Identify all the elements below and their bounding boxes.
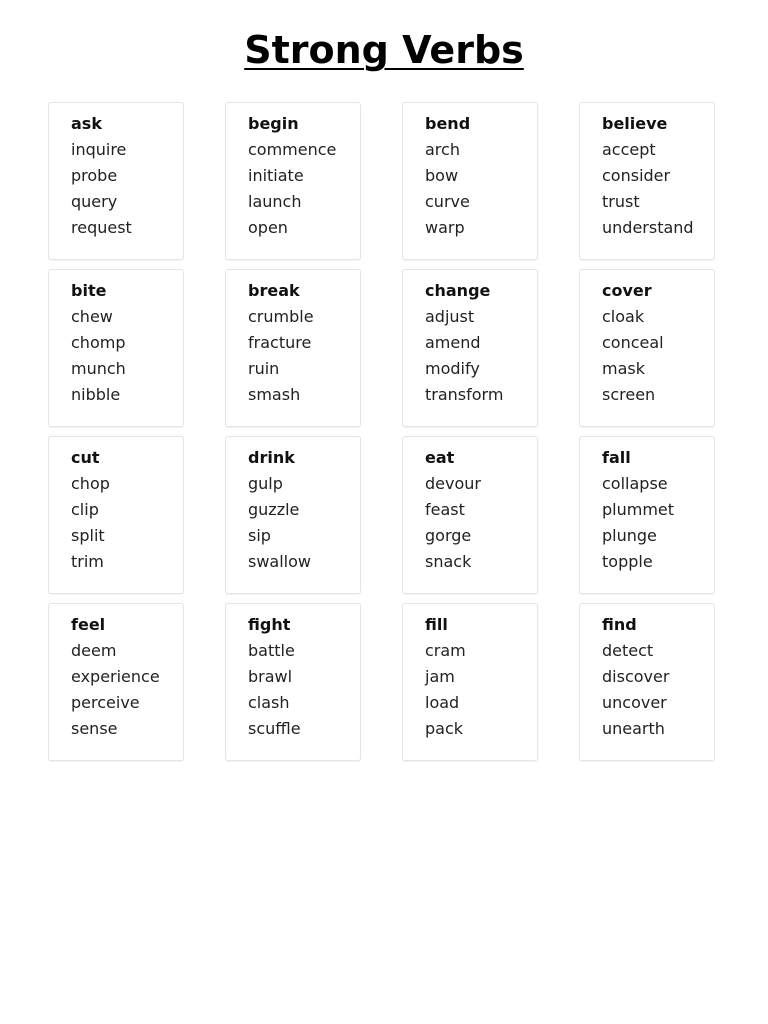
synonym: battle	[248, 641, 295, 660]
synonym: trim	[71, 552, 104, 571]
verb-card-drink	[225, 436, 361, 594]
synonym: uncover	[602, 693, 667, 712]
synonym: modify	[425, 359, 480, 378]
synonym: conceal	[602, 333, 664, 352]
synonym: launch	[248, 192, 302, 211]
verb-card-cover	[579, 269, 715, 427]
verb-heading: cut	[71, 448, 100, 467]
synonym: consider	[602, 166, 671, 185]
synonym: transform	[425, 385, 504, 404]
synonym: sense	[71, 719, 118, 738]
page-title	[0, 26, 768, 74]
verb-heading: believe	[602, 114, 668, 133]
synonym: crumble	[248, 307, 314, 326]
synonym: trust	[602, 192, 640, 211]
synonym: scuffle	[248, 719, 301, 738]
verb-heading: feel	[71, 615, 106, 634]
verb-heading: drink	[248, 448, 295, 467]
synonym: guzzle	[248, 500, 300, 519]
synonym: experience	[71, 667, 160, 686]
verb-card-grid	[48, 102, 716, 761]
synonym: clip	[71, 500, 99, 519]
verb-heading: change	[425, 281, 491, 300]
synonym: snack	[425, 552, 472, 571]
synonym: feast	[425, 500, 465, 519]
synonym: inquire	[71, 140, 127, 159]
synonym: nibble	[71, 385, 121, 404]
synonym: commence	[248, 140, 337, 159]
synonym: adjust	[425, 307, 475, 326]
verb-heading: eat	[425, 448, 455, 467]
synonym: detect	[602, 641, 654, 660]
page-title-text: Strong Verbs	[244, 28, 524, 72]
synonym: plunge	[602, 526, 657, 545]
verb-card-cut	[48, 436, 184, 594]
synonym: cram	[425, 641, 466, 660]
synonym: open	[248, 218, 288, 237]
verb-card-begin	[225, 102, 361, 260]
verb-card-fall	[579, 436, 715, 594]
synonym: chomp	[71, 333, 126, 352]
synonym: ruin	[248, 359, 280, 378]
synonym: accept	[602, 140, 656, 159]
synonym: bow	[425, 166, 459, 185]
verb-card-bite	[48, 269, 184, 427]
synonym: devour	[425, 474, 481, 493]
verb-card-ask	[48, 102, 184, 260]
synonym: mask	[602, 359, 645, 378]
verb-card-find	[579, 603, 715, 761]
verb-card-believe	[579, 102, 715, 260]
verb-heading: bend	[425, 114, 471, 133]
verb-card-fill	[402, 603, 538, 761]
verb-card-fight	[225, 603, 361, 761]
synonym: gorge	[425, 526, 472, 545]
synonym: jam	[425, 667, 455, 686]
synonym: unearth	[602, 719, 665, 738]
synonym: topple	[602, 552, 653, 571]
synonym: cloak	[602, 307, 645, 326]
synonym: discover	[602, 667, 670, 686]
synonym: sip	[248, 526, 271, 545]
verb-heading: fight	[248, 615, 291, 634]
synonym: request	[71, 218, 132, 237]
synonym: chew	[71, 307, 113, 326]
synonym: initiate	[248, 166, 304, 185]
verb-card-bend	[402, 102, 538, 260]
verb-heading: ask	[71, 114, 102, 133]
verb-heading: fall	[602, 448, 631, 467]
synonym: deem	[71, 641, 117, 660]
verb-heading: break	[248, 281, 300, 300]
synonym: smash	[248, 385, 301, 404]
verb-card-feel	[48, 603, 184, 761]
synonym: gulp	[248, 474, 283, 493]
verb-heading: find	[602, 615, 637, 634]
verb-heading: fill	[425, 615, 448, 634]
synonym: understand	[602, 218, 694, 237]
synonym: arch	[425, 140, 460, 159]
synonym: amend	[425, 333, 481, 352]
synonym: warp	[425, 218, 465, 237]
synonym: swallow	[248, 552, 311, 571]
synonym: collapse	[602, 474, 668, 493]
verb-card-eat	[402, 436, 538, 594]
synonym: curve	[425, 192, 470, 211]
verb-card-break	[225, 269, 361, 427]
synonym: split	[71, 526, 105, 545]
verb-card-change	[402, 269, 538, 427]
synonym: plummet	[602, 500, 675, 519]
synonym: query	[71, 192, 118, 211]
verb-heading: begin	[248, 114, 299, 133]
verb-heading: cover	[602, 281, 652, 300]
synonym: perceive	[71, 693, 140, 712]
synonym: clash	[248, 693, 290, 712]
synonym: load	[425, 693, 460, 712]
synonym: probe	[71, 166, 118, 185]
synonym: brawl	[248, 667, 293, 686]
synonym: chop	[71, 474, 110, 493]
synonym: screen	[602, 385, 656, 404]
synonym: fracture	[248, 333, 312, 352]
verb-heading: bite	[71, 281, 107, 300]
synonym: munch	[71, 359, 126, 378]
synonym: pack	[425, 719, 464, 738]
